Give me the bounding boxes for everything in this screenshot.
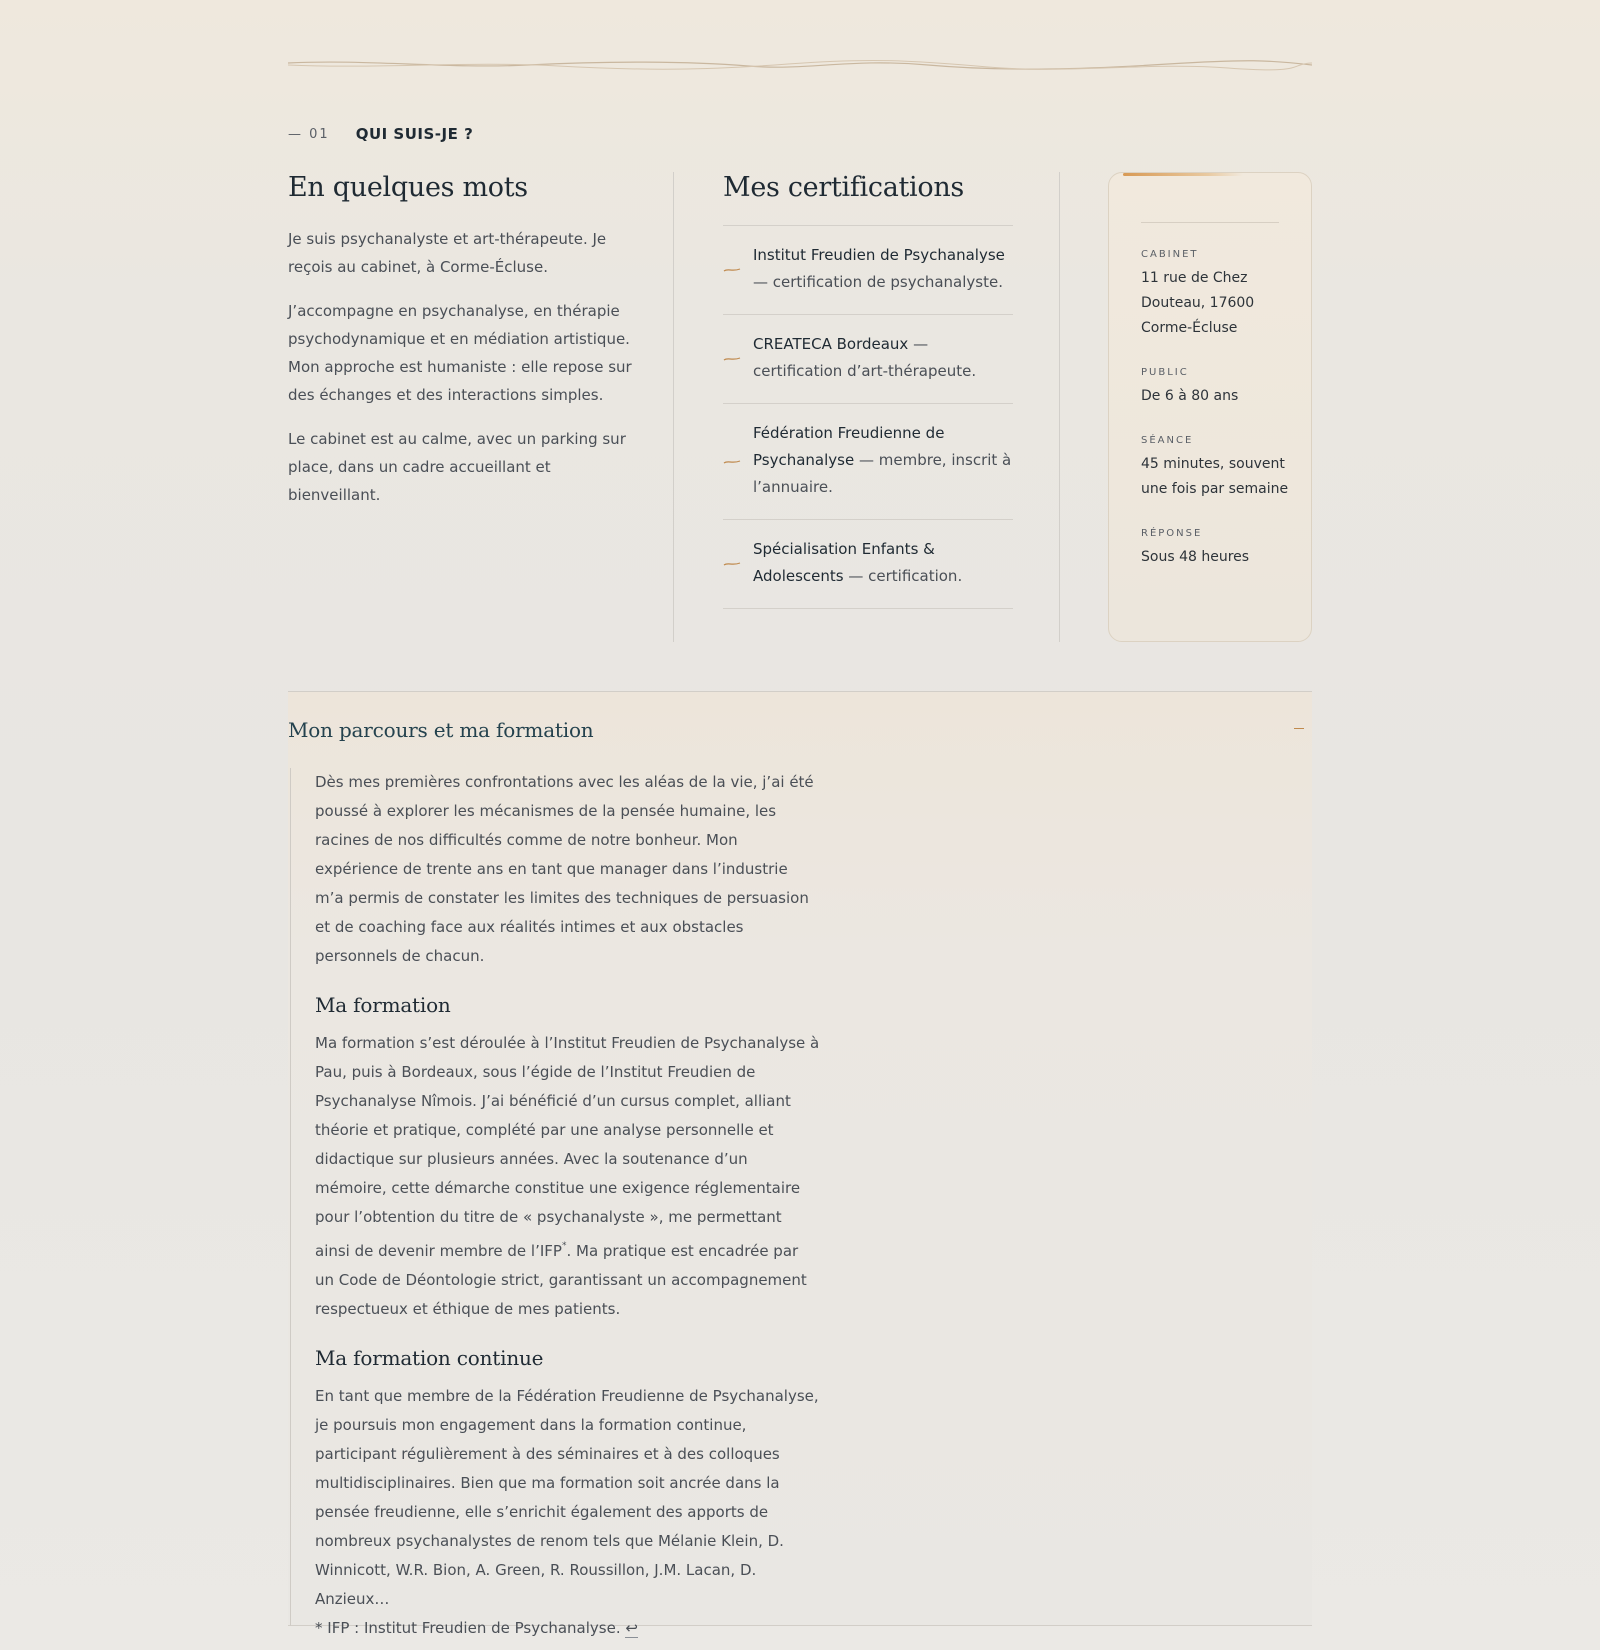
certification-item	[723, 404, 1013, 520]
certification-item	[723, 226, 1013, 315]
info-value: 11 rue de Chez Douteau, 17600 Corme-Écluse	[1141, 270, 1255, 336]
accordion-body	[290, 768, 820, 1637]
certification-detail: — certification.	[843, 567, 963, 585]
parcours-accordion	[288, 691, 1312, 1637]
section-number: — 01	[288, 126, 330, 142]
section-eyebrow	[288, 124, 473, 144]
formation-text: Ma formation s’est déroulée à l’Institut Freudien de Psychanalyse à Pau, puis à Bordeaux, sous l’égide de l’Institut Freudien de Psychanalyse Nîmois. J’ai bénéficié d’un cursus complet, alliant théorie et pratique, complété par une analyse personnelle et didactique sur plusieurs années. Avec la soutenance d’un mémoire, cette démarche constitue une exigence réglementaire pour l’obtention du titre de « psychanalyste », me permettant ainsi de devenir membre de l’IFP	[315, 1034, 820, 1260]
about-column	[288, 172, 638, 509]
info-card-items	[1141, 249, 1291, 570]
certifications-column	[723, 172, 1013, 609]
certifications-list	[723, 225, 1013, 609]
about-title: En quelques mots	[288, 172, 528, 203]
info-item-public	[1141, 367, 1291, 409]
accordion-title[interactable]: Mon parcours et ma formation	[288, 718, 594, 742]
info-value: De 6 à 80 ans	[1141, 388, 1239, 404]
certification-name: Spécialisation Enfants & Adolescents	[753, 540, 935, 585]
footnote-text: * IFP : Institut Freudien de Psychanalyse.	[315, 1619, 626, 1637]
about-paragraph: Le cabinet est au calme, avec un parking sur place, dans un cadre accueillant et bienveillant.	[288, 430, 626, 504]
certification-detail: — membre, inscrit à l’annuaire.	[753, 451, 1012, 496]
parcours-intro: Dès mes premières confrontations avec les aléas de la vie, j’ai été poussé à explorer les mécanismes de la pensée humaine, les racines de nos difficultés comme de notre bonheur. Mon expérience de trente ans en tant que manager dans l’industrie m’a permis de constater les limites des techniques de persuasion et de coaching face aux réalités intimes et aux obstacles personnels de chacun.	[315, 773, 814, 965]
tilde-bullet-icon	[723, 561, 741, 567]
info-value: Sous 48 heures	[1141, 549, 1250, 565]
certification-item	[723, 315, 1013, 404]
info-key: SÉANCE	[1141, 435, 1194, 446]
certifications-title: Mes certifications	[723, 172, 964, 203]
info-key: CABINET	[1141, 249, 1199, 260]
tilde-bullet-icon	[723, 356, 741, 362]
column-divider	[673, 172, 674, 642]
certification-detail: — certification de psychanalyste.	[753, 273, 1003, 291]
tilde-bullet-icon	[723, 459, 741, 465]
card-accent-line	[1123, 173, 1243, 176]
info-item-reponse	[1141, 528, 1291, 570]
footnote-link[interactable]: *	[561, 1241, 567, 1251]
info-key: PUBLIC	[1141, 367, 1189, 378]
formation-heading: Ma formation	[315, 993, 451, 1017]
card-rule	[1141, 222, 1279, 223]
formation-text: . Ma pratique est encadrée par un Code de Déontologie strict, garantissant un accompagnement respectueux et éthique de mes patients.	[315, 1242, 807, 1318]
about-paragraph: J’accompagne en psychanalyse, en thérapie psychodynamique et en médiation artistique. Mon approche est humaniste : elle repose sur des échanges et des interactions simples.	[288, 302, 632, 404]
footnote	[315, 1614, 820, 1643]
info-key: RÉPONSE	[1141, 528, 1203, 539]
info-item-seance	[1141, 435, 1291, 502]
certification-name: CREATECA Bordeaux	[753, 335, 909, 353]
info-item-cabinet	[1141, 249, 1291, 341]
continue-paragraph: En tant que membre de la Fédération Freudienne de Psychanalyse, je poursuis mon engagement dans la formation continue, participant régulièrement à des séminaires et à des colloques multidisciplinaires. Bien que ma formation soit ancrée dans la pensée freudienne, elle s’enrichit également des apports de nombreux psychanalystes de renom tels que Mélanie Klein, D. Winnicott, W.R. Bion, A. Green, R. Roussillon, J.M. Lacan, D. Anzieux…	[315, 1387, 819, 1608]
section-label: QUI SUIS-JE ?	[355, 125, 474, 143]
info-value: 45 minutes, souvent une fois par semaine	[1141, 456, 1289, 497]
certification-detail: — certification d’art-thérapeute.	[753, 335, 977, 380]
accordion-collapse-icon[interactable]	[1294, 728, 1304, 729]
certification-name: Institut Freudien de Psychanalyse	[753, 246, 1005, 264]
formation-paragraph	[315, 1029, 820, 1324]
tilde-bullet-icon	[723, 267, 741, 273]
footnote-backref-icon[interactable]: ↩	[625, 1619, 638, 1637]
certification-name: Fédération Freudienne de Psychanalyse	[753, 424, 945, 469]
certification-item	[723, 520, 1013, 609]
column-divider	[1059, 172, 1060, 642]
decorative-wave-divider	[288, 56, 1312, 76]
about-paragraph: Je suis psychanalyste et art-thérapeute. Je reçois au cabinet, à Corme-Écluse.	[288, 230, 607, 276]
continue-heading: Ma formation continue	[315, 1346, 544, 1370]
info-card	[1108, 172, 1312, 642]
